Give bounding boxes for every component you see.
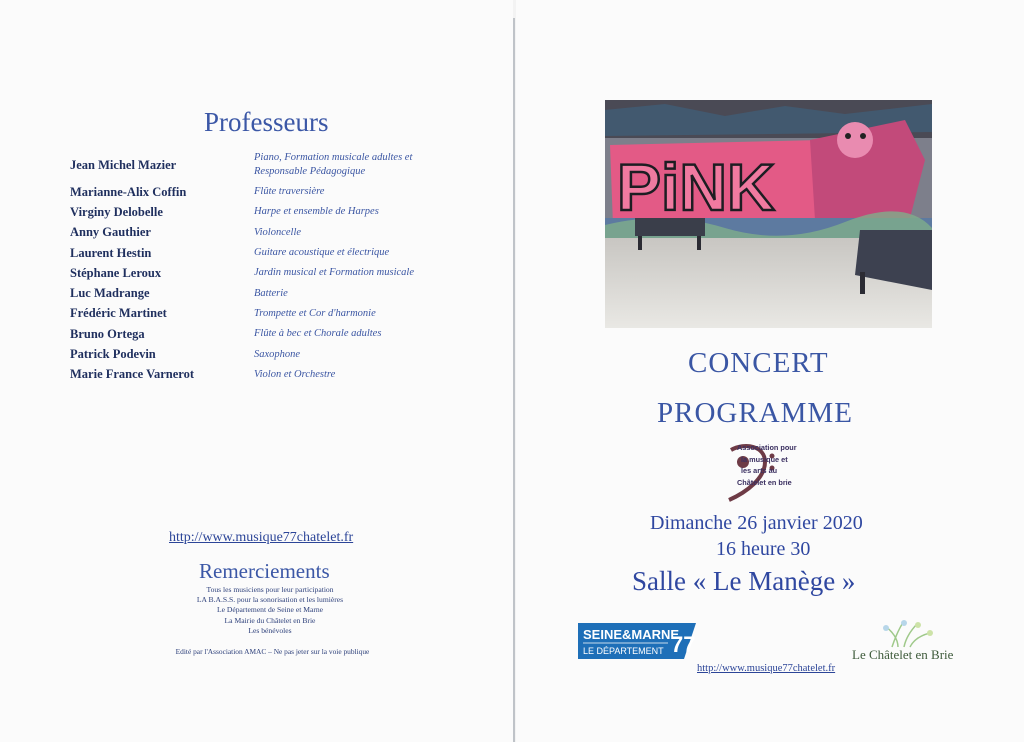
teacher-instrument: Violoncelle	[254, 226, 302, 238]
teacher-name: Marie France Varnerot	[70, 367, 195, 382]
teacher-instrument: Batterie	[254, 287, 288, 299]
logo-line: Châtelet en brie	[737, 477, 792, 487]
thanks-line: Les bénévoles	[248, 625, 292, 635]
seine-logo-number: 77	[671, 632, 696, 657]
teacher-row	[70, 365, 500, 385]
teachers-heading: Professeurs	[204, 107, 329, 137]
teacher-instrument: Guitare acoustique et électrique	[254, 247, 390, 259]
teacher-name: Virginy Delobelle	[70, 204, 163, 219]
teacher-name: Anny Gauthier	[70, 225, 151, 240]
teacher-row	[70, 148, 500, 182]
page-fold	[513, 18, 515, 742]
teacher-instrument: Jardin musical et Formation musicale	[254, 267, 415, 279]
teacher-row	[70, 202, 500, 222]
teacher-instrument: Flûte à bec et Chorale adultes	[254, 328, 382, 340]
teacher-name: Luc Madrange	[70, 286, 150, 301]
teacher-name: Bruno Ortega	[70, 326, 145, 341]
logo-line: Association pour	[737, 443, 797, 452]
concert-time: 16 heure 30	[716, 538, 811, 560]
teacher-name: Marianne-Alix Coffin	[70, 184, 187, 199]
teacher-instrument: Harpe et ensemble de Harpes	[254, 206, 379, 218]
teacher-name: Laurent Hestin	[70, 245, 152, 260]
chatelet-en-brie-logo	[852, 617, 962, 663]
thanks-list	[150, 585, 390, 636]
teacher-name: Patrick Podevin	[70, 347, 156, 362]
thanks-line: Tous les musiciens pour leur participation	[206, 585, 334, 594]
title-programme: PROGRAMME	[657, 397, 853, 429]
graffiti-text: PiNK	[617, 150, 775, 224]
teacher-row	[70, 223, 500, 243]
teacher-instrument: Trompette et Cor d'harmonie	[254, 307, 376, 319]
teacher-row	[70, 283, 500, 303]
teacher-row	[70, 182, 500, 202]
teacher-name: Stéphane Leroux	[70, 265, 162, 280]
teacher-row	[70, 263, 500, 283]
teacher-instrument: Flûte traversière	[254, 186, 325, 198]
teacher-instrument: Violon et Orchestre	[254, 368, 336, 380]
teacher-instrument: Saxophone	[254, 348, 301, 360]
website-link-footer[interactable]: http://www.musique77chatelet.fr	[697, 663, 836, 674]
seine-logo-bottom: LE DÉPARTEMENT	[583, 646, 664, 656]
thanks-line: Le Département de Seine et Marne	[216, 605, 324, 615]
thanks-heading: Remerciements	[199, 559, 330, 583]
thanks-line: La Mairie du Châtelet en Brie	[224, 615, 316, 625]
logo-line: les arts au	[741, 466, 778, 476]
editor-note: Edité par l'Association AMAC – Ne pas jeter sur la voie publique	[175, 647, 370, 656]
teacher-row	[70, 344, 500, 364]
concert-date: Dimanche 26 janvier 2020	[650, 512, 863, 534]
concert-venue: Salle « Le Manège »	[632, 566, 856, 596]
chatelet-logo-text: Le Châtelet en Brie	[852, 647, 954, 662]
teachers-list	[70, 148, 500, 385]
association-logo	[725, 440, 825, 504]
teacher-instrument: Piano, Formation musicale adultes et Responsable Pédagogique	[254, 152, 413, 177]
graffiti-photo	[605, 100, 932, 328]
seine-logo-top: SEINE&MARNE	[583, 627, 680, 642]
teacher-row	[70, 243, 500, 263]
teacher-row	[70, 304, 500, 324]
teacher-row	[70, 324, 500, 344]
seine-et-marne-logo	[578, 623, 696, 659]
teacher-name: Jean Michel Mazier	[70, 157, 177, 172]
title-concert: CONCERT	[688, 347, 829, 379]
logo-line: la musique et	[741, 454, 788, 464]
website-link[interactable]: http://www.musique77chatelet.fr	[169, 530, 354, 545]
association-logo-text	[737, 442, 797, 488]
teacher-name: Frédéric Martinet	[70, 306, 167, 321]
thanks-line: LA B.A.S.S. pour la sonorisation et les lumières	[196, 595, 344, 605]
